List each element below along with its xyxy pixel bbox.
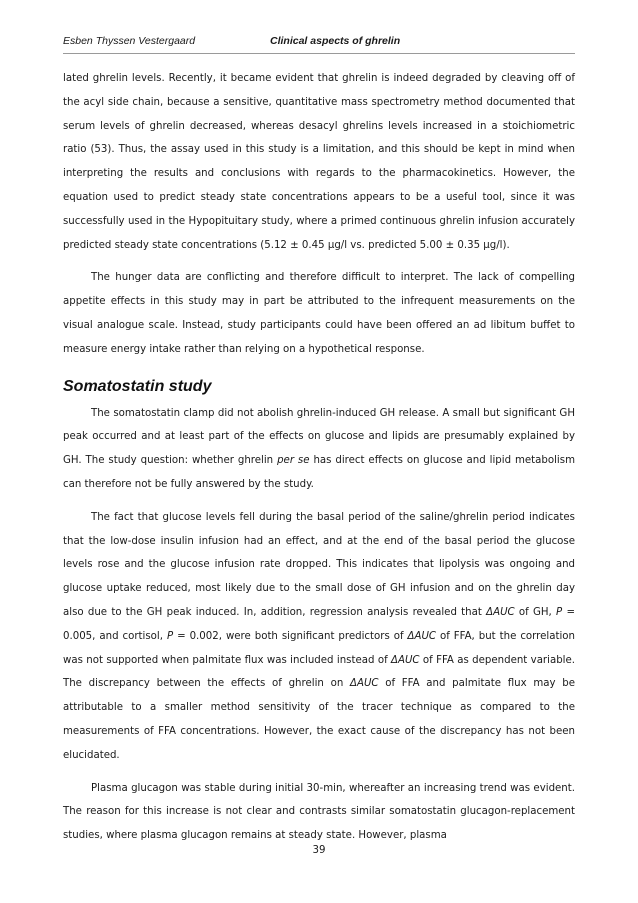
text-run: = 0.005, and cortisol,: [63, 606, 575, 642]
text-run: The fact that glucose levels fell during the basal period of the saline/ghrelin period indicates that the low-dose insulin infusion had an effect, and at the end of the basal period the glucose levels rose and the glucose infusion rate dropped. This indicates that lipolysis was ongoing and glucose uptake reduced, most likely due to the small dose of GH infusion and on the ghrelin day also due to the GH peak induced. In, addition, regression analysis revealed that: [63, 511, 575, 618]
emphasis: P: [556, 606, 563, 618]
page-header: [63, 31, 575, 54]
text-run: of FFA and palmitate flux may be attributable to a smaller method sensitivity of the tracer technique as compared to the measurements of FFA concentrations. However, the exact cause of the discrepancy has not been elucidated.: [63, 678, 575, 761]
text-run: = 0.002, were both significant predictors of: [173, 630, 408, 642]
paragraph: Plasma glucagon was stable during initial 30-min, whereafter an increasing trend was evident. The reason for this increase is not clear and contrasts similar somatostatin glucagon-replacement studies, where plasma glucagon remains at steady state. However, plasma: [63, 782, 575, 842]
emphasis: ΔAUC: [391, 654, 420, 666]
header-author: Esben Thyssen Vestergaard: [63, 35, 196, 47]
paragraph: [63, 506, 575, 768]
text-run: of FFA as dependent variable. The discrepancy between the effects of ghrelin on: [63, 654, 575, 690]
emphasis: P: [166, 630, 174, 642]
emphasis: per se: [277, 455, 310, 467]
text-run: has direct effects on glucose and lipid metabolism can therefore not be fully answered by the study.: [63, 455, 575, 490]
section-heading: Somatostatin study: [63, 377, 212, 395]
page-number: 39: [312, 845, 326, 856]
body-text: [63, 67, 575, 857]
text-run: of FFA, but the correlation was not supported when palmitate flux was included instead of: [63, 630, 575, 666]
paragraph: [63, 402, 575, 497]
text-run: of GH,: [514, 606, 557, 618]
emphasis: ΔAUC: [350, 678, 379, 690]
text-run: The somatostatin clamp did not abolish ghrelin-induced GH release. A small but significant GH peak occurred and at least part of the effects on glucose and lipids are presumably explained by GH. The study question: whether ghrelin: [63, 407, 575, 467]
emphasis: ΔAUC: [486, 606, 515, 618]
emphasis: ΔAUC: [407, 630, 437, 642]
paragraph: The hunger data are conflicting and therefore difficult to interpret. The lack of compelling appetite effects in this study may in part be attributed to the infrequent measurements on the visual analogue scale. Instead, study participants could have been offered an ad libitum buffet to measure energy intake rather than relying on a hypothetical response.: [63, 272, 575, 355]
paragraph: lated ghrelin levels. Recently, it became evident that ghrelin is indeed degraded by cleaving off of the acyl side chain, because a sensitive, quantitative mass spectrometry method documented that serum levels of ghrelin decreased, whereas desacyl ghrelins levels increased in a stoichiometric ratio (53). Thus, the assay used in this study is a limitation, and this should be kept in mind when interpreting the results and conclusions with regards to the pharmacokinetics. However, the equation used to predict steady state concentrations appears to be a useful tool, since it was successfully used in the Hypopituitary study, where a primed continuous ghrelin infusion accurately predicted steady state concentrations (5.12 ± 0.45 µg/l vs. predicted 5.00 ± 0.35 µg/l).: [63, 73, 575, 251]
header-title: Clinical aspects of ghrelin: [270, 35, 401, 47]
